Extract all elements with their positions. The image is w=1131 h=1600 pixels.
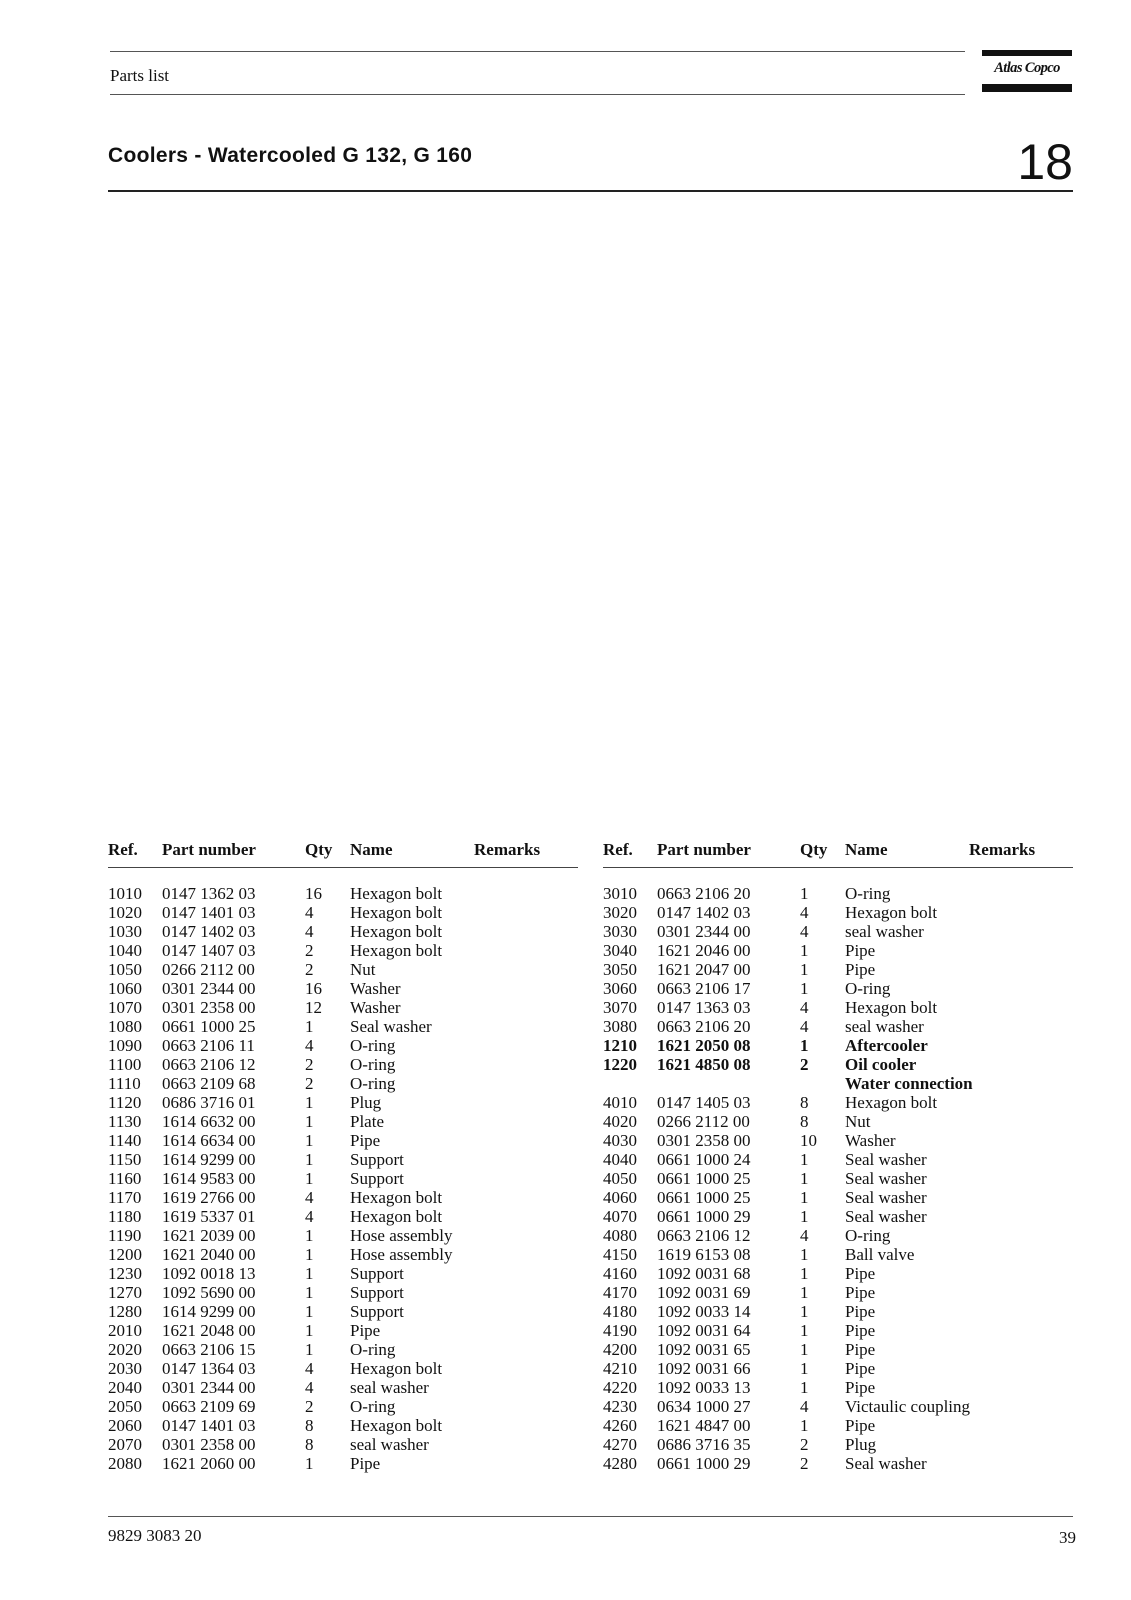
row-part-number: 0661 1000 29 xyxy=(657,1207,751,1226)
row-qty: 1 xyxy=(305,1112,314,1131)
row-qty: 16 xyxy=(305,979,322,998)
row-part-number: 0663 2106 12 xyxy=(162,1055,256,1074)
row-qty: 2 xyxy=(305,1397,314,1416)
row-qty: 1 xyxy=(800,1302,809,1321)
row-part-number: 1092 0031 69 xyxy=(657,1283,751,1302)
row-ref: 1020 xyxy=(108,903,142,922)
row-ref: 4270 xyxy=(603,1435,637,1454)
row-name: Seal washer xyxy=(845,1454,927,1473)
row-name: Hexagon bolt xyxy=(350,941,443,960)
row-qty: 16 xyxy=(305,884,322,903)
row-part-number: 0266 2112 00 xyxy=(657,1112,750,1131)
row-part-number: 0301 2344 00 xyxy=(657,922,751,941)
row-part-number: 1619 5337 01 xyxy=(162,1207,256,1226)
row-ref: 1160 xyxy=(108,1169,142,1188)
row-ref: 2050 xyxy=(108,1397,142,1416)
row-ref: 2030 xyxy=(108,1359,142,1378)
row-part-number: 0663 2106 12 xyxy=(657,1226,751,1245)
row-ref: 4080 xyxy=(603,1226,637,1245)
row-part-number: 1092 0033 13 xyxy=(657,1378,751,1397)
row-name: O-ring xyxy=(350,1074,396,1093)
row-part-number: 1614 9299 00 xyxy=(162,1150,256,1169)
row-name: Pipe xyxy=(845,1359,876,1378)
row-part-number: 1614 6634 00 xyxy=(162,1131,256,1150)
row-part-number: 0663 2109 69 xyxy=(162,1397,256,1416)
row-part-number: 0147 1405 03 xyxy=(657,1093,751,1112)
row-name: Washer xyxy=(350,979,401,998)
row-name: Plug xyxy=(845,1435,877,1454)
parts-table-left xyxy=(108,840,578,1473)
col-remarks: Remarks xyxy=(474,840,541,859)
row-qty: 2 xyxy=(305,1074,314,1093)
row-ref: 3060 xyxy=(603,979,637,998)
document-number: 9829 3083 20 xyxy=(108,1526,202,1545)
row-ref: 2020 xyxy=(108,1340,142,1359)
row-name: seal washer xyxy=(350,1378,429,1397)
row-part-number: 1092 0031 65 xyxy=(657,1340,751,1359)
row-part-number: 1614 9583 00 xyxy=(162,1169,256,1188)
row-part-number: 0663 2106 20 xyxy=(657,884,751,903)
row-part-number: 1614 6632 00 xyxy=(162,1112,256,1131)
row-name: seal washer xyxy=(845,922,924,941)
row-qty: 1 xyxy=(800,1321,809,1340)
row-name: Ball valve xyxy=(845,1245,915,1264)
row-ref: 4230 xyxy=(603,1397,637,1416)
row-qty: 1 xyxy=(800,1416,809,1435)
row-qty: 10 xyxy=(800,1131,817,1150)
row-qty: 1 xyxy=(305,1150,314,1169)
row-part-number: 0301 2344 00 xyxy=(162,1378,256,1397)
row-part-number: 0661 1000 25 xyxy=(657,1169,751,1188)
col-part-number: Part number xyxy=(657,840,751,859)
row-part-number: 1621 2050 08 xyxy=(657,1036,751,1055)
row-qty: 1 xyxy=(305,1017,314,1036)
row-ref: 1230 xyxy=(108,1264,142,1283)
row-part-number: 1614 9299 00 xyxy=(162,1302,256,1321)
row-name: Seal washer xyxy=(845,1207,927,1226)
row-qty: 4 xyxy=(800,1017,809,1036)
row-name: Hexagon bolt xyxy=(350,903,443,922)
row-qty: 1 xyxy=(305,1245,314,1264)
header-top-rule xyxy=(110,51,965,52)
row-ref: 1220 xyxy=(603,1055,637,1074)
row-name: Water connection xyxy=(845,1074,973,1093)
row-name: Pipe xyxy=(845,941,876,960)
row-name: O-ring xyxy=(350,1397,396,1416)
row-qty: 8 xyxy=(800,1112,809,1131)
row-part-number: 1621 4847 00 xyxy=(657,1416,751,1435)
row-name: Victaulic coupling xyxy=(845,1397,971,1416)
row-qty: 1 xyxy=(800,1340,809,1359)
row-part-number: 1092 0031 66 xyxy=(657,1359,751,1378)
row-ref: 4190 xyxy=(603,1321,637,1340)
row-ref: 1060 xyxy=(108,979,142,998)
row-part-number: 0147 1402 03 xyxy=(657,903,751,922)
row-ref: 4020 xyxy=(603,1112,637,1131)
row-part-number: 0147 1401 03 xyxy=(162,1416,256,1435)
row-ref: 1110 xyxy=(108,1074,141,1093)
row-ref: 3020 xyxy=(603,903,637,922)
row-name: Pipe xyxy=(845,960,876,979)
row-part-number: 0301 2344 00 xyxy=(162,979,256,998)
row-ref: 1190 xyxy=(108,1226,142,1245)
row-ref: 4160 xyxy=(603,1264,637,1283)
row-name: seal washer xyxy=(845,1017,924,1036)
row-name: Hexagon bolt xyxy=(350,1188,443,1207)
row-ref: 1010 xyxy=(108,884,142,903)
row-name: Hexagon bolt xyxy=(350,1416,443,1435)
row-ref: 1100 xyxy=(108,1055,142,1074)
row-qty: 4 xyxy=(305,903,314,922)
row-ref: 3010 xyxy=(603,884,637,903)
row-qty: 1 xyxy=(305,1283,314,1302)
header-label: Parts list xyxy=(110,66,170,85)
row-ref: 4070 xyxy=(603,1207,637,1226)
brand-name: Atlas Copco xyxy=(994,60,1060,76)
row-qty: 12 xyxy=(305,998,322,1017)
row-ref: 4050 xyxy=(603,1169,637,1188)
row-name: Seal washer xyxy=(845,1150,927,1169)
row-part-number: 0663 2106 17 xyxy=(657,979,751,998)
row-ref: 3030 xyxy=(603,922,637,941)
row-ref: 3040 xyxy=(603,941,637,960)
row-qty: 1 xyxy=(800,1245,809,1264)
row-qty: 1 xyxy=(800,1036,809,1055)
row-qty: 4 xyxy=(800,998,809,1017)
row-ref: 1270 xyxy=(108,1283,142,1302)
col-ref: Ref. xyxy=(603,840,633,859)
row-name: Support xyxy=(350,1283,404,1302)
row-name: Pipe xyxy=(350,1321,381,1340)
table-header xyxy=(108,840,578,862)
row-part-number: 0147 1363 03 xyxy=(657,998,751,1017)
row-name: Hose assembly xyxy=(350,1226,453,1245)
row-ref: 2060 xyxy=(108,1416,142,1435)
row-qty: 1 xyxy=(800,1264,809,1283)
row-ref: 4150 xyxy=(603,1245,637,1264)
row-part-number: 1621 2060 00 xyxy=(162,1454,256,1473)
row-part-number: 1619 6153 08 xyxy=(657,1245,751,1264)
row-part-number: 0663 2106 15 xyxy=(162,1340,256,1359)
row-qty: 1 xyxy=(800,960,809,979)
row-part-number: 1621 2039 00 xyxy=(162,1226,256,1245)
row-name: Nut xyxy=(845,1112,871,1131)
row-ref: 3070 xyxy=(603,998,637,1017)
row-name: O-ring xyxy=(350,1055,396,1074)
row-name: Aftercooler xyxy=(845,1036,928,1055)
row-ref: 1130 xyxy=(108,1112,142,1131)
row-ref: 4210 xyxy=(603,1359,637,1378)
row-ref: 1180 xyxy=(108,1207,142,1226)
section-number: 18 xyxy=(1017,134,1073,190)
row-ref: 1210 xyxy=(603,1036,637,1055)
row-qty: 1 xyxy=(305,1226,314,1245)
row-part-number: 0147 1402 03 xyxy=(162,922,256,941)
page-number: 39 xyxy=(1059,1528,1076,1547)
row-part-number: 0301 2358 00 xyxy=(657,1131,751,1150)
row-qty: 4 xyxy=(800,1226,809,1245)
page-title: Coolers - Watercooled G 132, G 160 xyxy=(108,144,473,167)
row-name: Hexagon bolt xyxy=(350,884,443,903)
col-remarks: Remarks xyxy=(969,840,1036,859)
row-qty: 1 xyxy=(800,1169,809,1188)
row-ref: 4010 xyxy=(603,1093,637,1112)
row-name: Nut xyxy=(350,960,376,979)
row-name: Hexagon bolt xyxy=(350,1207,443,1226)
row-ref: 1070 xyxy=(108,998,142,1017)
row-name: Hose assembly xyxy=(350,1245,453,1264)
row-ref: 4260 xyxy=(603,1416,637,1435)
row-qty: 1 xyxy=(800,1359,809,1378)
row-name: Seal washer xyxy=(845,1169,927,1188)
row-name: Hexagon bolt xyxy=(350,1359,443,1378)
row-part-number: 0147 1401 03 xyxy=(162,903,256,922)
row-qty: 1 xyxy=(305,1302,314,1321)
row-qty: 4 xyxy=(800,1397,809,1416)
row-part-number: 0661 1000 25 xyxy=(162,1017,256,1036)
row-qty: 4 xyxy=(800,922,809,941)
row-ref: 1280 xyxy=(108,1302,142,1321)
row-qty: 4 xyxy=(305,1036,314,1055)
row-part-number: 1092 0031 64 xyxy=(657,1321,751,1340)
row-part-number: 0686 3716 01 xyxy=(162,1093,256,1112)
row-ref: 1120 xyxy=(108,1093,142,1112)
row-name: Hexagon bolt xyxy=(845,903,938,922)
row-ref: 1140 xyxy=(108,1131,142,1150)
row-qty: 4 xyxy=(305,1378,314,1397)
row-qty: 1 xyxy=(800,979,809,998)
row-qty: 1 xyxy=(305,1321,314,1340)
row-part-number: 1092 0018 13 xyxy=(162,1264,256,1283)
row-ref: 1200 xyxy=(108,1245,142,1264)
row-part-number: 0147 1407 03 xyxy=(162,941,256,960)
row-ref: 4170 xyxy=(603,1283,637,1302)
footer-rule xyxy=(108,1516,1073,1517)
row-qty: 2 xyxy=(800,1454,809,1473)
row-name: Pipe xyxy=(845,1321,876,1340)
row-name: Plate xyxy=(350,1112,384,1131)
row-qty: 1 xyxy=(305,1131,314,1150)
col-name: Name xyxy=(350,840,393,859)
row-name: O-ring xyxy=(350,1036,396,1055)
atlas-copco-logo xyxy=(982,50,1072,93)
row-ref: 1050 xyxy=(108,960,142,979)
row-name: Pipe xyxy=(845,1416,876,1435)
row-name: Pipe xyxy=(350,1131,381,1150)
row-part-number: 1619 2766 00 xyxy=(162,1188,256,1207)
col-part-number: Part number xyxy=(162,840,256,859)
row-name: seal washer xyxy=(350,1435,429,1454)
row-ref: 1040 xyxy=(108,941,142,960)
row-name: Support xyxy=(350,1169,404,1188)
row-name: Support xyxy=(350,1264,404,1283)
row-qty: 1 xyxy=(305,1454,314,1473)
row-ref: 4030 xyxy=(603,1131,637,1150)
row-part-number: 1621 2040 00 xyxy=(162,1245,256,1264)
row-qty: 1 xyxy=(800,1150,809,1169)
row-part-number: 0301 2358 00 xyxy=(162,998,256,1017)
row-ref: 2040 xyxy=(108,1378,142,1397)
row-name: Pipe xyxy=(845,1283,876,1302)
row-qty: 2 xyxy=(800,1055,809,1074)
row-name: Washer xyxy=(350,998,401,1017)
row-part-number: 1092 0033 14 xyxy=(657,1302,751,1321)
row-ref: 4280 xyxy=(603,1454,637,1473)
row-name: Pipe xyxy=(845,1340,876,1359)
row-qty: 4 xyxy=(305,1188,314,1207)
row-name: Pipe xyxy=(845,1378,876,1397)
row-part-number: 0663 2106 11 xyxy=(162,1036,255,1055)
header-bottom-rule xyxy=(110,94,965,95)
row-ref: 4060 xyxy=(603,1188,637,1207)
col-ref: Ref. xyxy=(108,840,138,859)
row-name: O-ring xyxy=(845,884,891,903)
table-header-rule xyxy=(108,867,578,868)
row-ref: 1080 xyxy=(108,1017,142,1036)
row-qty: 4 xyxy=(305,1207,314,1226)
row-ref: 1170 xyxy=(108,1188,142,1207)
row-qty: 1 xyxy=(305,1340,314,1359)
row-name: Seal washer xyxy=(845,1188,927,1207)
row-ref: 2080 xyxy=(108,1454,142,1473)
row-qty: 1 xyxy=(305,1093,314,1112)
table-header xyxy=(603,840,1073,862)
row-qty: 1 xyxy=(800,1188,809,1207)
row-qty: 1 xyxy=(305,1169,314,1188)
row-ref: 1150 xyxy=(108,1150,142,1169)
col-name: Name xyxy=(845,840,888,859)
row-ref: 2070 xyxy=(108,1435,142,1454)
row-part-number: 1092 5690 00 xyxy=(162,1283,256,1302)
row-qty: 2 xyxy=(800,1435,809,1454)
row-qty: 4 xyxy=(305,1359,314,1378)
row-part-number: 1621 4850 08 xyxy=(657,1055,751,1074)
col-qty: Qty xyxy=(305,840,333,859)
row-part-number: 0147 1364 03 xyxy=(162,1359,256,1378)
row-ref: 2010 xyxy=(108,1321,142,1340)
row-part-number: 0661 1000 24 xyxy=(657,1150,751,1169)
row-ref: 1090 xyxy=(108,1036,142,1055)
row-part-number: 1621 2046 00 xyxy=(657,941,751,960)
row-qty: 1 xyxy=(800,884,809,903)
row-part-number: 1621 2047 00 xyxy=(657,960,751,979)
row-name: O-ring xyxy=(845,1226,891,1245)
row-name: Washer xyxy=(845,1131,896,1150)
row-ref: 1030 xyxy=(108,922,142,941)
row-name: Pipe xyxy=(350,1454,381,1473)
row-part-number: 0663 2109 68 xyxy=(162,1074,256,1093)
row-qty: 2 xyxy=(305,941,314,960)
row-ref: 3050 xyxy=(603,960,637,979)
row-qty: 4 xyxy=(800,903,809,922)
row-name: Pipe xyxy=(845,1264,876,1283)
row-name: Pipe xyxy=(845,1302,876,1321)
row-name: Seal washer xyxy=(350,1017,432,1036)
row-ref: 4220 xyxy=(603,1378,637,1397)
row-name: Hexagon bolt xyxy=(350,922,443,941)
row-part-number: 0661 1000 29 xyxy=(657,1454,751,1473)
row-name: O-ring xyxy=(845,979,891,998)
row-part-number: 0663 2106 20 xyxy=(657,1017,751,1036)
row-name: Support xyxy=(350,1150,404,1169)
row-part-number: 1621 2048 00 xyxy=(162,1321,256,1340)
row-qty: 1 xyxy=(800,941,809,960)
row-ref: 4040 xyxy=(603,1150,637,1169)
row-part-number: 1092 0031 68 xyxy=(657,1264,751,1283)
title-rule xyxy=(108,190,1073,192)
row-ref: 3080 xyxy=(603,1017,637,1036)
table-header-rule xyxy=(603,867,1073,868)
row-qty: 8 xyxy=(305,1416,314,1435)
row-name: Oil cooler xyxy=(845,1055,917,1074)
row-qty: 1 xyxy=(800,1378,809,1397)
row-part-number: 0266 2112 00 xyxy=(162,960,255,979)
parts-table-right xyxy=(603,840,1073,1473)
row-qty: 2 xyxy=(305,1055,314,1074)
row-name: O-ring xyxy=(350,1340,396,1359)
row-part-number: 0301 2358 00 xyxy=(162,1435,256,1454)
row-qty: 1 xyxy=(800,1207,809,1226)
col-qty: Qty xyxy=(800,840,828,859)
row-qty: 1 xyxy=(800,1283,809,1302)
row-qty: 2 xyxy=(305,960,314,979)
row-name: Hexagon bolt xyxy=(845,1093,938,1112)
row-qty: 4 xyxy=(305,922,314,941)
row-name: Support xyxy=(350,1302,404,1321)
row-part-number: 0634 1000 27 xyxy=(657,1397,751,1416)
row-part-number: 0147 1362 03 xyxy=(162,884,256,903)
row-part-number: 0686 3716 35 xyxy=(657,1435,751,1454)
row-qty: 8 xyxy=(800,1093,809,1112)
row-name: Hexagon bolt xyxy=(845,998,938,1017)
row-qty: 1 xyxy=(305,1264,314,1283)
row-name: Plug xyxy=(350,1093,382,1112)
row-qty: 8 xyxy=(305,1435,314,1454)
row-part-number: 0661 1000 25 xyxy=(657,1188,751,1207)
row-ref: 4200 xyxy=(603,1340,637,1359)
row-ref: 4180 xyxy=(603,1302,637,1321)
